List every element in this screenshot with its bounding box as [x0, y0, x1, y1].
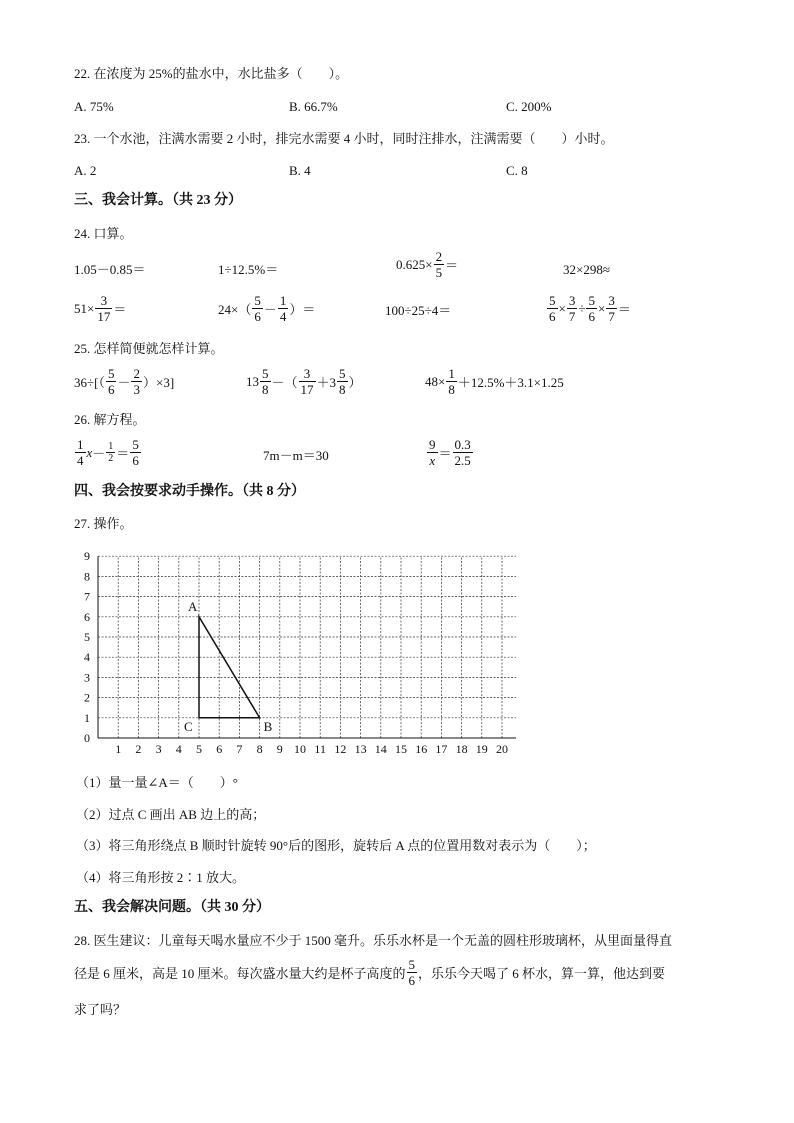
q24-item-5: 51× $\frac{3}{17}$ ＝ — [74, 293, 127, 324]
x-tick-label: 13 — [354, 742, 367, 756]
q24-item-4: 32×298≈ — [563, 262, 610, 277]
x-tick-label: 12 — [334, 742, 347, 756]
question-22-option-c: C. 200% — [506, 99, 552, 114]
x-tick-label: 11 — [314, 742, 326, 756]
q24-item-8: $\frac{5}{6}$ × $\frac{3}{7}$ ÷ $\frac{5}{6}$ × $\frac{3}{7}$ ＝ — [549, 293, 631, 324]
x-tick-label: 19 — [475, 742, 488, 756]
x-tick-label: 6 — [216, 742, 223, 756]
section-5-title: 五、我会解决问题。（共 30 分） — [74, 900, 270, 915]
q24-item-2: 1÷12.5%＝ — [218, 262, 279, 277]
question-27-title: 27. 操作。 — [74, 516, 133, 531]
y-tick-label: 2 — [84, 690, 90, 705]
coordinate-grid-figure — [76, 546, 516, 760]
question-23-option-a: A. 2 — [74, 163, 97, 178]
x-tick-label: 14 — [374, 742, 387, 756]
question-23-option-b: B. 4 — [289, 163, 311, 178]
x-tick-label: 5 — [196, 742, 202, 756]
q26-equation-1: $\frac{1}{4}$ x － $\frac{1}{2}$ ＝ $\frac{5}{6}$ — [77, 437, 139, 468]
y-tick-label: 1 — [84, 710, 90, 725]
q24-item-7: 100÷25÷4＝ — [385, 303, 452, 318]
y-tick-label: 0 — [84, 731, 90, 745]
x-tick-label: 10 — [294, 742, 306, 756]
q25-item-2: 13 $\frac{5}{8}$ －（ $\frac{3}{17}$ ＋3 $\frac{5}{8}$ ） — [246, 366, 362, 397]
x-tick-label: 7 — [236, 742, 243, 756]
q28-line-3: 求了吗？ — [74, 1002, 127, 1017]
q27-sub-2: （2）过点 C 画出 AB 边上的高； — [76, 807, 266, 822]
x-tick-label: 16 — [415, 742, 428, 756]
q24-item-3: 0.625× $\frac{2}{5}$ ＝ — [396, 249, 459, 280]
y-tick-label: 3 — [84, 670, 90, 685]
x-tick-label: 4 — [175, 742, 182, 756]
section-3-title: 三、我会计算。（共 23 分） — [74, 193, 242, 208]
question-22-stem: 22. 在浓度为 25%的盐水中，水比盐多（ ）。 — [74, 66, 349, 81]
q27-sub-4: （4）将三角形按 2∶1 放大。 — [76, 870, 246, 885]
q28-line-2: 径是 6 厘米，高是 10 厘米。每次盛水量大约是杯子高度的 $\frac{5}{6}$ ，乐乐今天喝了 6 杯水，算一算，他达到要 — [74, 957, 666, 988]
y-tick-label: 5 — [84, 630, 90, 644]
q24-item-6: 24×（ $\frac{5}{6}$ － $\frac{1}{4}$ ）＝ — [218, 293, 316, 324]
q24-item-1: 1.05－0.85＝ — [74, 262, 146, 277]
x-tick-label: 15 — [395, 742, 407, 756]
x-tick-label: 8 — [256, 742, 263, 756]
question-25-title: 25. 怎样简便就怎样计算。 — [74, 341, 224, 356]
question-22-option-a: A. 75% — [74, 99, 114, 114]
y-tick-label: 4 — [84, 650, 90, 665]
q26-equation-2: 7m－m＝30 — [263, 448, 329, 463]
y-tick-label: 9 — [84, 549, 90, 564]
x-tick-label: 18 — [455, 742, 468, 756]
x-tick-label: 17 — [435, 742, 448, 756]
question-23-stem: 23. 一个水池，注满水需要 2 小时，排完水需要 4 小时，同时注排水，注满需要（ ）小时。 — [74, 131, 614, 146]
x-tick-label: 2 — [135, 742, 142, 756]
question-22-option-b: B. 66.7% — [289, 99, 338, 114]
q27-sub-3: （3）将三角形绕点 B 顺时针旋转 90°后的图形，旋转后 A 点的位置用数对表示为（ ）； — [76, 838, 596, 853]
question-24-title: 24. 口算。 — [74, 226, 133, 241]
q25-item-1: 36÷[（ $\frac{5}{6}$ － $\frac{2}{3}$ ）×3] — [74, 366, 175, 397]
y-tick-label: 7 — [84, 589, 90, 604]
triangle-abc — [199, 617, 260, 718]
y-tick-label: 6 — [84, 609, 90, 624]
y-tick-label: 8 — [84, 569, 90, 584]
q28-line-1: 28. 医生建议：儿童每天喝水量应不少于 1500 毫升。乐乐水杯是一个无盖的圆柱形玻璃杯，从里面量得直 — [74, 933, 673, 948]
q25-item-3: 48× $\frac{1}{8}$ ＋12.5%＋3.1×1.25 — [425, 366, 564, 397]
q27-sub-1: （1）量一量∠A＝（ ）° — [76, 775, 238, 790]
vertex-label-a: A — [188, 598, 198, 614]
section-4-title: 四、我会按要求动手操作。（共 8 分） — [74, 484, 305, 499]
question-23-option-c: C. 8 — [506, 163, 528, 178]
question-26-title: 26. 解方程。 — [74, 412, 146, 427]
x-tick-label: 20 — [496, 742, 508, 756]
q26-equation-3: $\frac{9}{x}$ ＝ $\frac{0.3}{2.5}$ — [429, 437, 471, 468]
vertex-label-c: C — [184, 718, 193, 734]
x-tick-label: 3 — [155, 742, 162, 756]
x-tick-label: 9 — [276, 742, 283, 756]
x-tick-label: 1 — [115, 742, 122, 756]
vertex-label-b: B — [263, 718, 273, 734]
